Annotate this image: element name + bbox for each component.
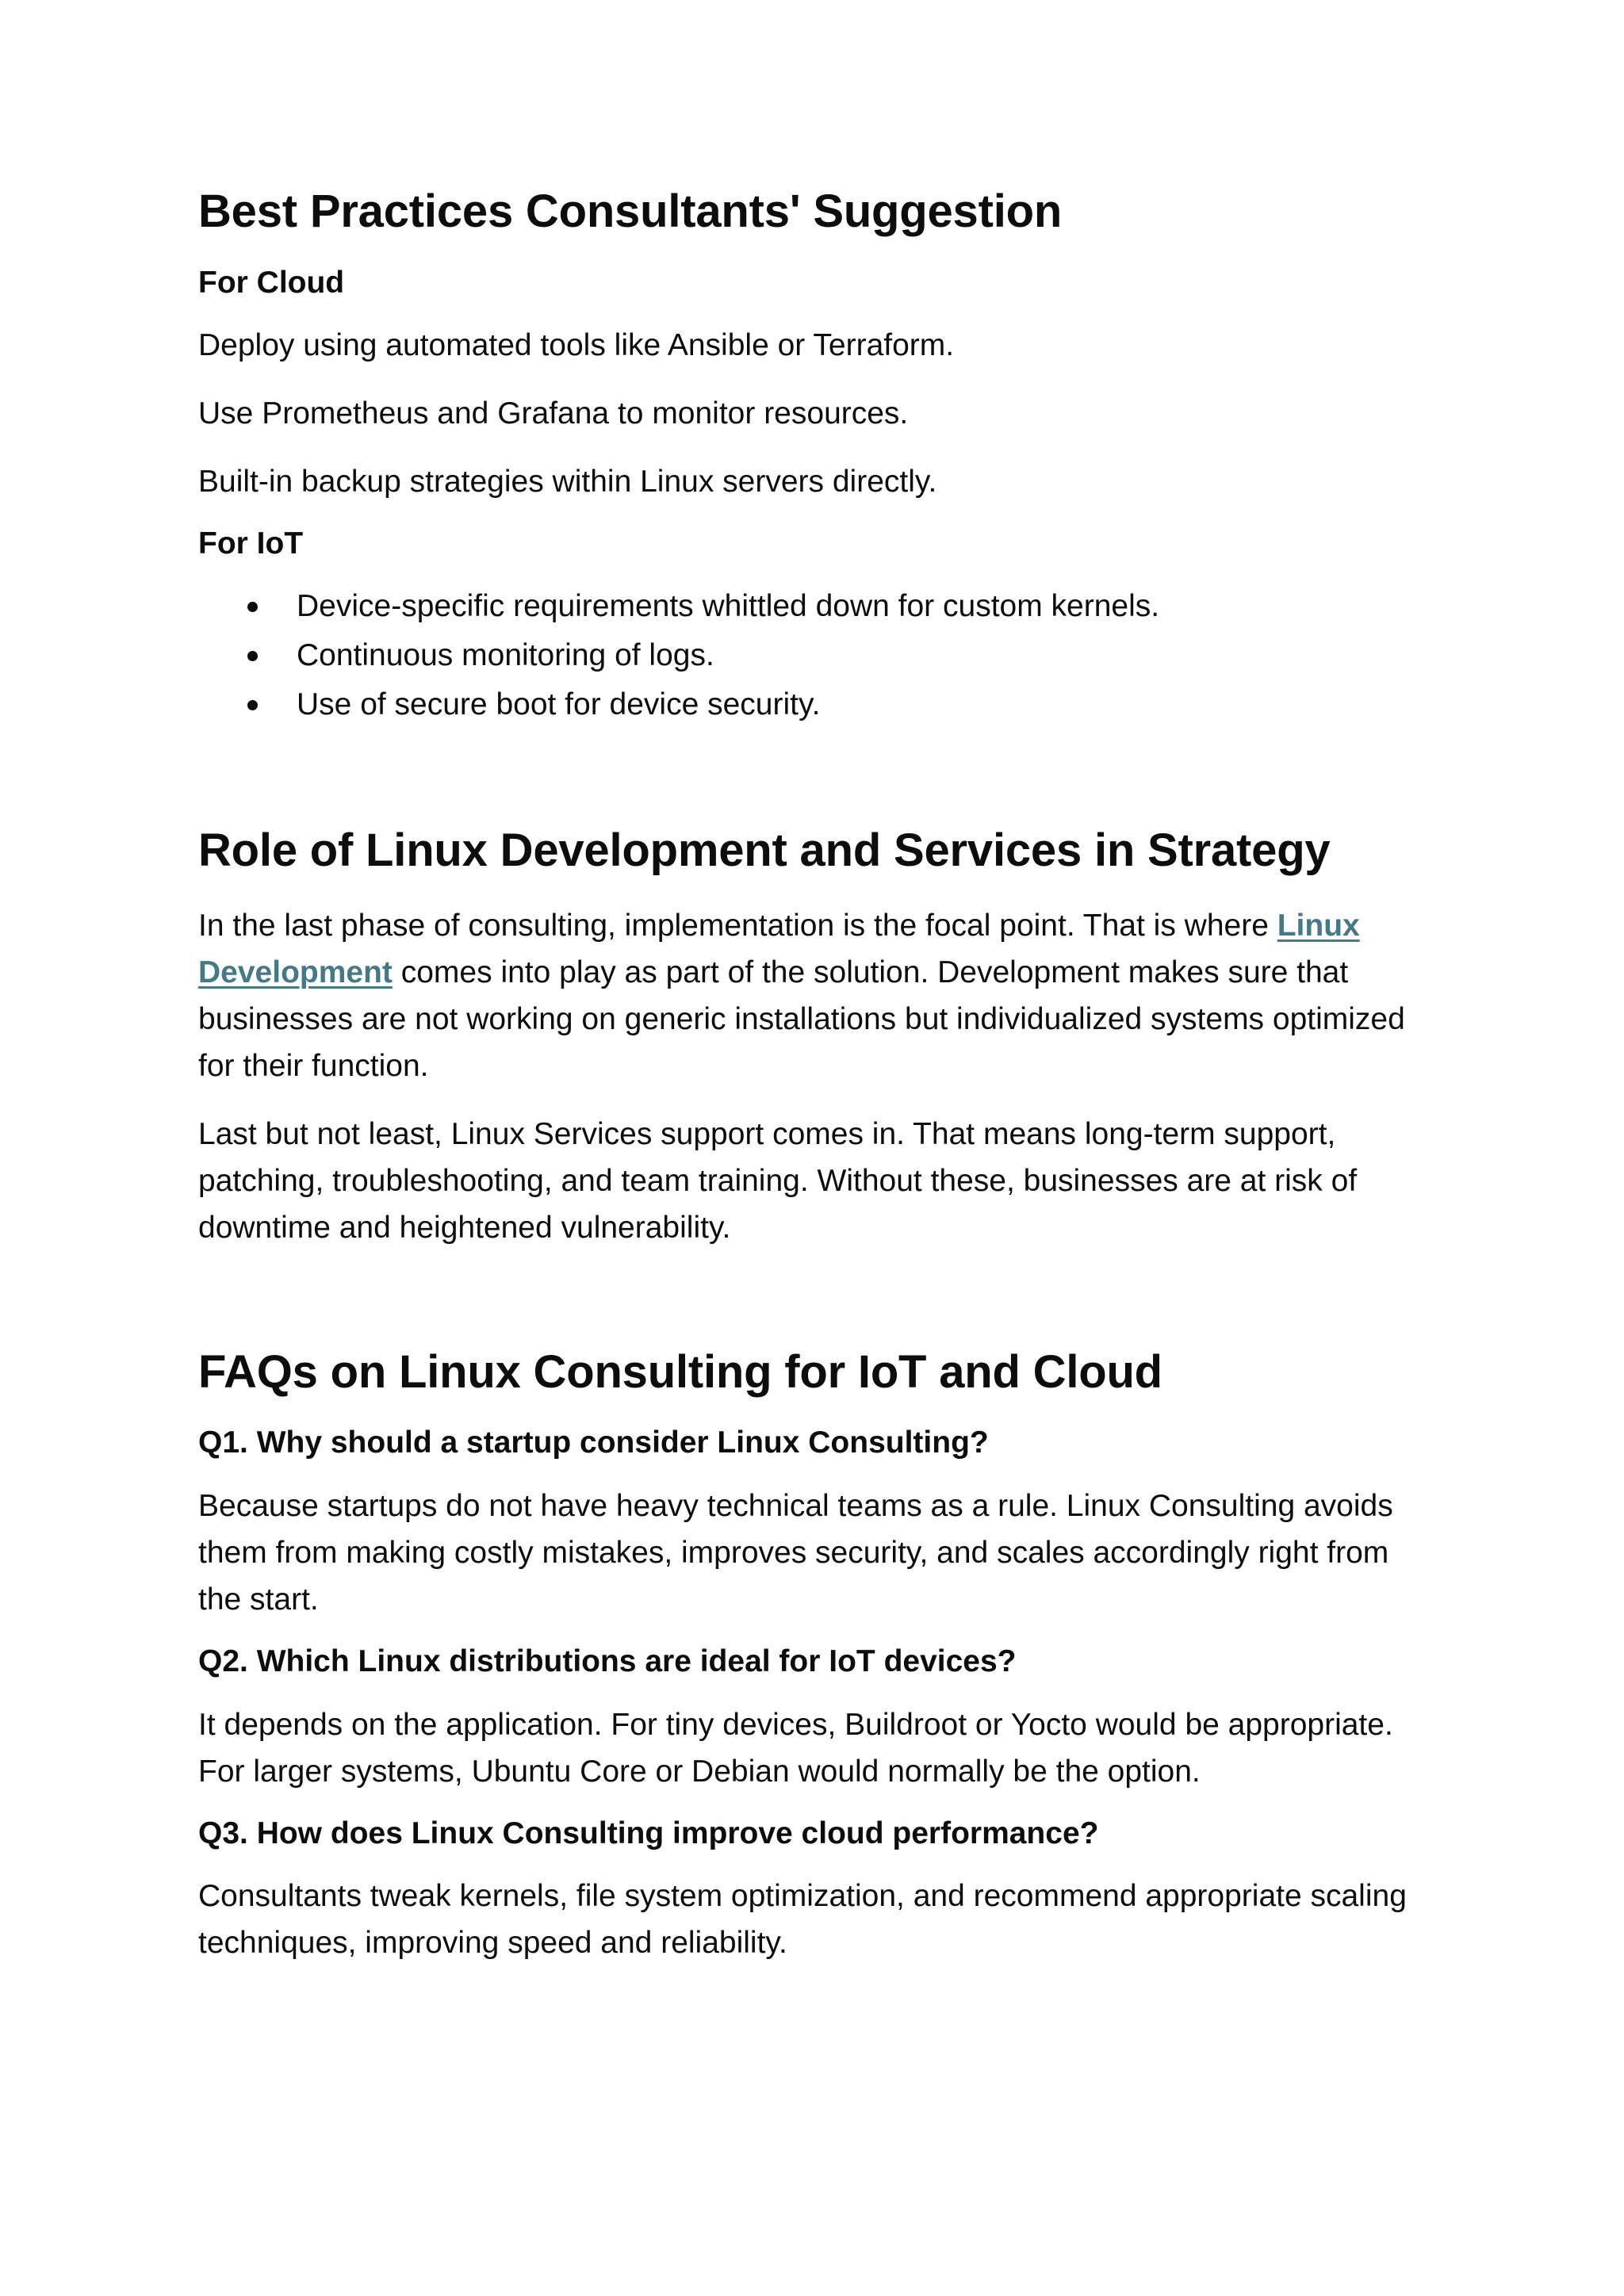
paragraph-linux-services: Last but not least, Linux Services support comes in. That means long-term support, patching, troubleshooting, and team training. Without these, businesses are at risk of downtime and heightened vulnerability. [198,1116,1358,1245]
faq-question-3: Q3. How does Linux Consulting improve cloud performance? [198,1816,1099,1850]
paragraph-text: In the last phase of consulting, implementation is the focal point. That is where [198,908,1277,943]
faq-answer-2: It depends on the application. For tiny devices, Buildroot or Yocto would be appropriate. For larger systems, Ubuntu Core or Debian would normally be the option. [198,1707,1393,1789]
paragraph: Built-in backup strategies within Linux servers directly. [198,465,937,499]
bullet-icon [247,700,258,710]
iot-bullet-list [198,582,1435,729]
list-item-text: Use of secure boot for device security. [297,687,821,721]
subheading-for-iot: For IoT [198,526,304,561]
paragraph-text: comes into play as part of the solution. Development makes sure that businesses are not working on generic installations but individualized systems optimized for their function. [198,955,1405,1083]
faq-question-2: Q2. Which Linux distributions are ideal for IoT devices? [198,1644,1017,1678]
faq-answer-1: Because startups do not have heavy technical teams as a rule. Linux Consulting avoids them from making costly mistakes, improves security, and scales accordingly right from the start. [198,1488,1393,1617]
list-item [198,631,1435,680]
bullet-icon [247,651,258,661]
faq-question-1: Q1. Why should a startup consider Linux Consulting? [198,1425,989,1460]
list-item [198,680,1435,729]
bullet-icon [247,602,258,612]
section-heading-best-practices: Best Practices Consultants' Suggestion [198,186,1063,237]
document-page [198,184,1435,1966]
list-item-text: Device-specific requirements whittled down for custom kernels. [297,588,1160,623]
paragraph: Deploy using automated tools like Ansible or Terraform. [198,328,955,363]
section-heading-role-of-linux: Role of Linux Development and Services in Strategy [198,824,1331,876]
faq-answer-3: Consultants tweak kernels, file system optimization, and recommend appropriate scaling techniques, improving speed and reliability. [198,1879,1407,1961]
subheading-for-cloud: For Cloud [198,265,345,300]
section-heading-faqs: FAQs on Linux Consulting for IoT and Cloud [198,1345,1162,1398]
list-item-text: Continuous monitoring of logs. [297,637,714,672]
paragraph-implementation [198,902,1435,1089]
list-item [198,582,1435,631]
paragraph: Use Prometheus and Grafana to monitor resources. [198,396,909,431]
linux-development-link[interactable]: Linux Development [198,908,1360,989]
